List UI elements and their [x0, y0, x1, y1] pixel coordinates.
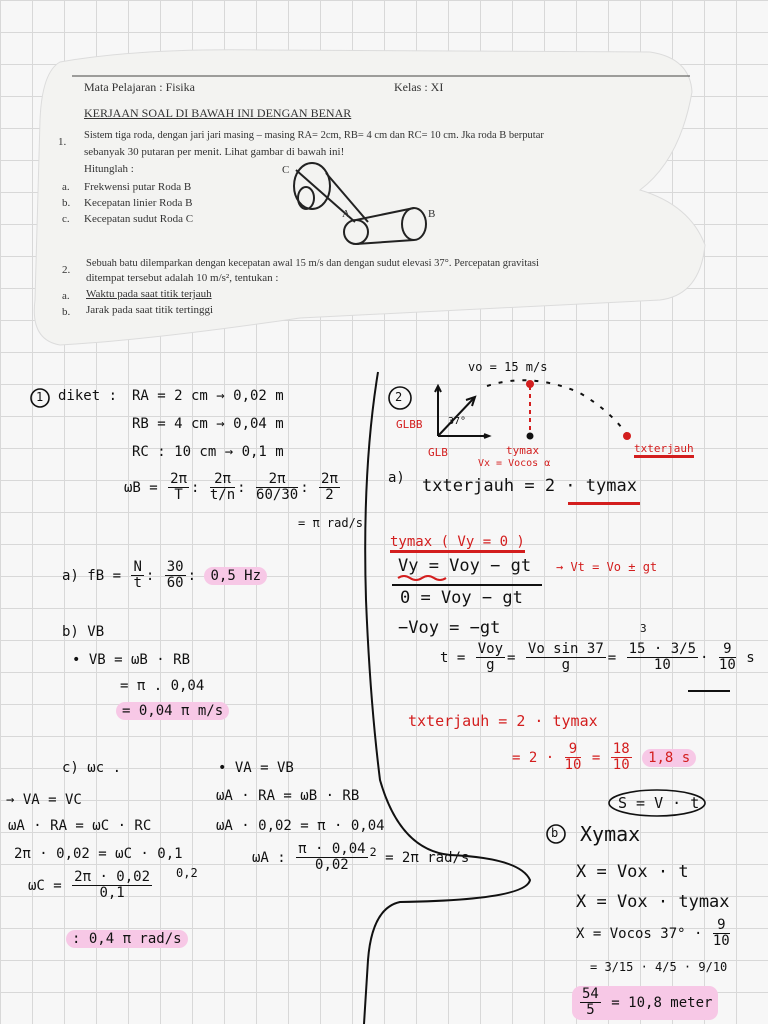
t-unit: s [746, 649, 755, 666]
omega-a-result: = 2π rad/s [385, 849, 470, 866]
q1-item-a-label: a. [62, 181, 70, 193]
q1-item-b: Kecepatan linier Roda B [84, 197, 193, 209]
angle-label: 37° [448, 416, 467, 427]
part-c-line-1: → VA = VC [6, 792, 82, 808]
part-b2-number: b [551, 826, 559, 840]
vy-squiggle [398, 576, 446, 580]
txterjauh-pre: = 2 · [512, 749, 555, 766]
middle-line-1: • VA = VB [218, 760, 294, 776]
part-a-lhs: a) fB = [62, 567, 122, 584]
part-a2-heading: a) [388, 470, 405, 486]
projectile-sketch [435, 380, 628, 438]
tymax-heading: tymax ( Vy = 0 ) [390, 534, 525, 553]
question-1-number: 1 [36, 390, 44, 404]
ra-line: RA = 2 cm → 0,02 m [132, 388, 284, 404]
omega-b-frac-1: $\frac{2\pi}{T}$ [170, 471, 188, 504]
apex-foot-point [527, 433, 534, 440]
part-a-frac-1: $\frac{N}{t}$ [133, 559, 142, 592]
part-b-heading: b) VB [62, 624, 105, 640]
landing-point [623, 432, 631, 440]
diket-label: diket : [58, 388, 118, 404]
x-line-4: = 3/15 · 4/5 · 9/10 [590, 960, 728, 974]
txterjauh-equation: txterjauh = 2 · tymax [422, 476, 637, 496]
svt-formula: S = V · t [618, 794, 700, 812]
part-b-result: = 0,04 π m/s [116, 702, 229, 720]
rc-line: RC : 10 cm → 0,1 m [132, 444, 284, 460]
q2-number: 2. [62, 264, 71, 276]
omega-b-frac-2: $\frac{2\pi}{t/n}$ [209, 471, 236, 504]
q2-item-b: Jarak pada saat titik tertinggi [86, 304, 214, 316]
t-frac-3-sup: 3 [640, 622, 647, 635]
part-c-lhs: ωC = [28, 877, 62, 894]
part-a-line: a) fB = $\frac{N}{t}$ : $\frac{30}{60}$ : 0,5 Hz [62, 560, 267, 592]
omega-a-frac: $\frac{\pi \cdot 0,04}{0,02}$ [298, 841, 366, 874]
zero-equation: 0 = Voy − gt [400, 588, 523, 608]
wheel-label-a: A [342, 208, 350, 220]
initial-velocity-label: vo = 15 m/s [468, 360, 548, 374]
tymax-red-underline [568, 502, 640, 505]
part-c-line-2: ωA · RA = ωC · RC [8, 818, 152, 834]
part-c-frac: $\frac{2\pi \cdot 0,02}{0,1}$ [74, 869, 151, 902]
t-frac-2: $\frac{\text{Vo sin 37}}{g}$ [527, 641, 604, 674]
part-c-result: : 0,4 π rad/s [66, 930, 188, 948]
txterjauh-eq2: = [591, 749, 601, 766]
q1-line2: sebanyak 30 putaran per menit. Lihat gambar di bawah ini! [84, 146, 345, 158]
middle-line-4 [252, 842, 469, 874]
part-c-line-4 [28, 870, 154, 902]
part-b-line-1: • VB = ωB · RB [72, 652, 191, 668]
apex-point [526, 380, 534, 388]
wheel-label-b: B [428, 208, 436, 220]
x-line-1: X = Vox · t [576, 862, 689, 882]
vt-note: → Vt = Vo ± gt [556, 560, 658, 574]
vy-underline [392, 584, 542, 586]
xymax-heading: Xymax [580, 822, 641, 846]
x-line-5-frac: $\frac{54}{5}$ [582, 986, 599, 1019]
t-lhs: t = [440, 649, 466, 666]
t-frac-1: $\frac{\text{Voy}}{g}$ [477, 641, 504, 674]
q2-item-a: Waktu pada saat titik terjauh [86, 288, 212, 300]
omega-a-sup: 2 [369, 845, 377, 860]
vx-label: Vx = Vocos α [478, 458, 551, 469]
q1-item-c: Kecepatan sudut Roda C [84, 213, 194, 225]
q1-line3: Hitunglah : [84, 163, 134, 175]
omega-b-lhs: ωB = [124, 479, 158, 496]
part-c-side-note: 0,2 [176, 866, 198, 880]
vy-equation: Vy = Voy − gt [398, 556, 532, 576]
q2-item-a-label: a. [62, 290, 70, 302]
question-2-number: 2 [395, 390, 403, 404]
t-frac-3: $\frac{15 \cdot 3/5}{10}$ [628, 641, 697, 674]
subject-label: Mata Pelajaran : Fisika [84, 80, 195, 94]
x-line-3 [576, 918, 732, 950]
txterjauh-frac-2: $\frac{18}{10}$ [612, 741, 630, 774]
q2-item-b-label: b. [62, 306, 71, 318]
rb-line: RB = 4 cm → 0,04 m [132, 416, 284, 432]
x-line-5 [572, 986, 718, 1020]
x-result: = 10,8 meter [611, 994, 713, 1011]
wheel-label-c: C [282, 164, 290, 176]
t-frac-4: $\frac{9}{10}$ [718, 641, 736, 674]
neg-equation: −Voy = −gt [398, 618, 501, 638]
instruction-heading: KERJAAN SOAL DI BAWAH INI DENGAN BENAR [84, 106, 352, 120]
omega-b-frac-3: $\frac{2\pi}{60/30}$ [256, 471, 299, 504]
q2-line1: Sebuah batu dilemparkan dengan kecepatan awal 15 m/s dan dengan sudut elevasi 37°. Percepatan gravitasi [86, 258, 539, 269]
part-a-result: 0,5 Hz [204, 567, 267, 585]
x-line-3-pre: X = Vocos 37° · [576, 925, 703, 942]
part-a-frac-2: $\frac{30}{60}$ [166, 559, 184, 592]
glbb-label: GLBB [396, 418, 423, 431]
middle-line-3: ωA · 0,02 = π · 0,04 [216, 818, 385, 834]
omega-b-line: ωB = $\frac{2\pi}{T}$ : $\frac{2\pi}{t/n}$ : $\frac{2\pi}{60/30}$ : $\frac{2\pi}{2}$ [124, 471, 338, 504]
txterjauh-sketch-label: txterjauh [634, 442, 694, 458]
t-equation: t = $\frac{\text{Voy}}{g}$ = $\frac{\text{Vo sin 37}}{g}$ = $\frac{15 \cdot 3/5}{10}$ · $\frac{9}{10}$ s [440, 641, 755, 674]
q1-item-c-label: c. [62, 213, 70, 225]
x-line-3-frac: $\frac{9}{10}$ [712, 917, 730, 950]
part-c-heading: c) ωc . [62, 760, 122, 776]
part-c-line-3: 2π · 0,02 = ωC · 0,1 [14, 846, 183, 862]
part-b-line-2: = π . 0,04 [120, 678, 205, 694]
q1-item-a: Frekwensi putar Roda B [84, 181, 192, 193]
q2-line2: ditempat tersebut adalah 10 m/s², tentukan : [86, 272, 279, 284]
q1-number: 1. [58, 136, 67, 148]
omega-a-lhs: ωA : [252, 849, 286, 866]
glb-label: GLB [428, 446, 448, 459]
t-result-underline [688, 690, 730, 692]
txterjauh-frac-1: $\frac{9}{10}$ [564, 741, 582, 774]
tymax-sketch-label: tymax [506, 444, 540, 457]
q1-item-b-label: b. [62, 197, 71, 209]
omega-b-frac-4: $\frac{2\pi}{2}$ [321, 471, 338, 504]
x-line-2: X = Vox · tymax [576, 892, 730, 912]
txterjauh-red-equation: txterjauh = 2 · tymax [408, 712, 598, 730]
middle-line-2: ωA · RA = ωB · RB [216, 788, 360, 804]
txterjauh-result: 1,8 s [642, 749, 696, 767]
txterjauh-result-line [512, 742, 696, 774]
q1-line1: Sistem tiga roda, dengan jari jari masing – masing RA= 2cm, RB= 4 cm dan RC= 10 cm. Jka roda B berputar [84, 130, 544, 141]
class-label: Kelas : XI [394, 80, 444, 94]
omega-b-result: = π rad/s [298, 516, 364, 530]
